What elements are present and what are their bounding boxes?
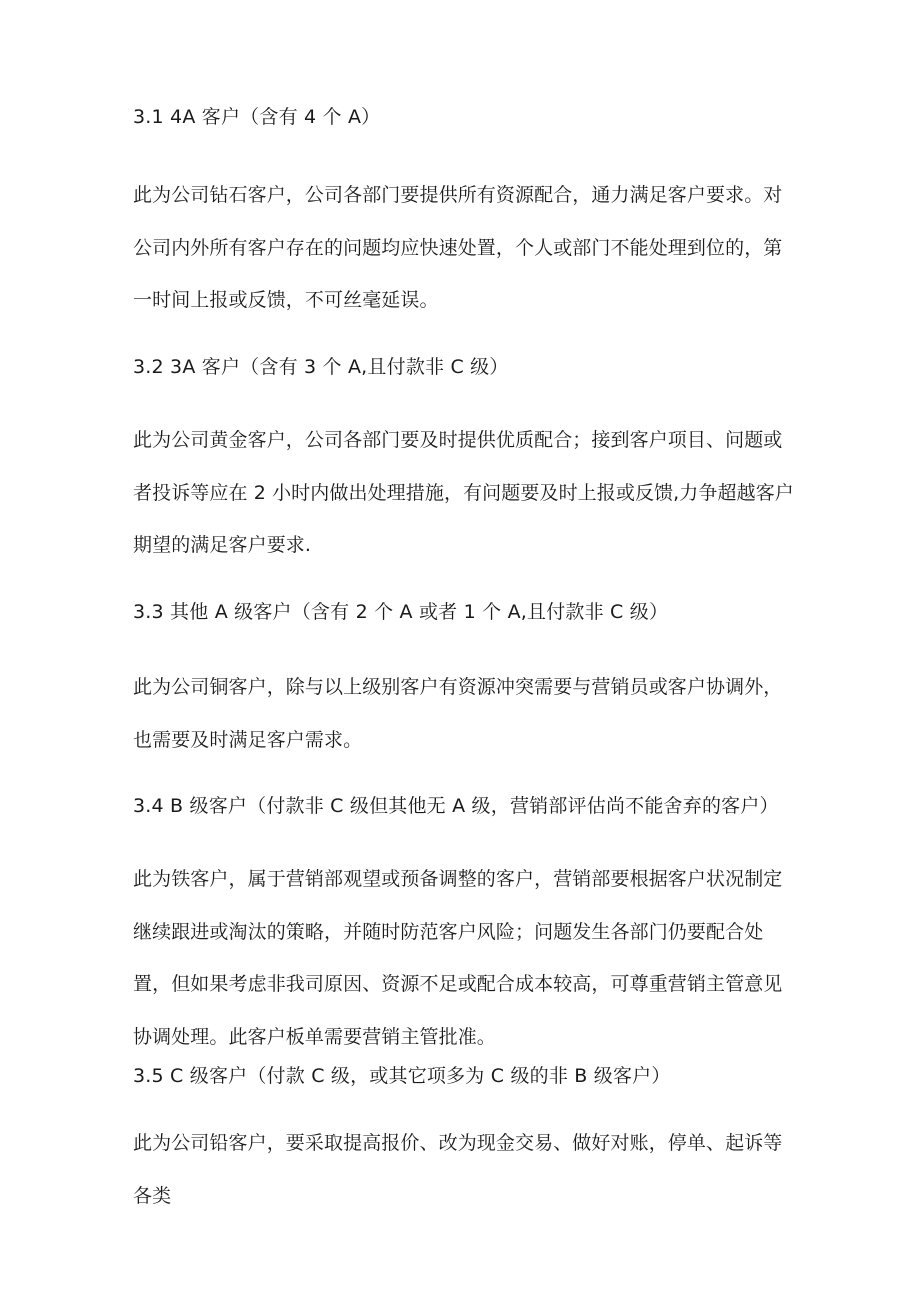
- section-heading-3-1: 3.1 4A 客户（含有 4 个 A）: [133, 106, 381, 128]
- section-body-3-5: 此为公司铅客户，要采取提高报价、改为现金交易、做好对账，停单、起诉等各类: [133, 1132, 783, 1207]
- section-body-3-2: 此为公司黄金客户，公司各部门要及时提供优质配合；接到客户项目、问题或者投诉等应在 2 小时内做出处理措施，有问题要及时上报或反馈,力争超越客户期望的满足客户要求.: [133, 429, 794, 556]
- section-body-3-4: 此为铁客户，属于营销部观望或预备调整的客户，营销部要根据客户状况制定继续跟进或淘汰的策略，并随时防范客户风险；问题发生各部门仍要配合处置，但如果考虑非我司原因、资源不足或配合成本较高，可尊重营销主管意见协调处理。此客户板单需要营销主管批准。: [133, 868, 783, 1048]
- section-heading-3-4: 3.4 B 级客户（付款非 C 级但其他无 A 级，营销部评估尚不能舍弃的客户）: [133, 795, 779, 817]
- section-heading-3-3: 3.3 其他 A 级客户（含有 2 个 A 或者 1 个 A,且付款非 C 级）: [133, 601, 669, 623]
- section-body-3-3: 此为公司铜客户，除与以上级别客户有资源冲突需要与营销员或客户协调外，也需要及时满足客户需求。: [133, 676, 783, 751]
- section-body-3-1: 此为公司钻石客户，公司各部门要提供所有资源配合，通力满足客户要求。对公司内外所有客户存在的问题均应快速处置，个人或部门不能处理到位的，第一时间上报或反馈，不可丝毫延误。: [133, 184, 783, 311]
- section-heading-3-2: 3.2 3A 客户（含有 3 个 A,且付款非 C 级）: [133, 356, 509, 378]
- section-heading-3-5: 3.5 C 级客户（付款 C 级，或其它项多为 C 级的非 B 级客户）: [133, 1065, 671, 1087]
